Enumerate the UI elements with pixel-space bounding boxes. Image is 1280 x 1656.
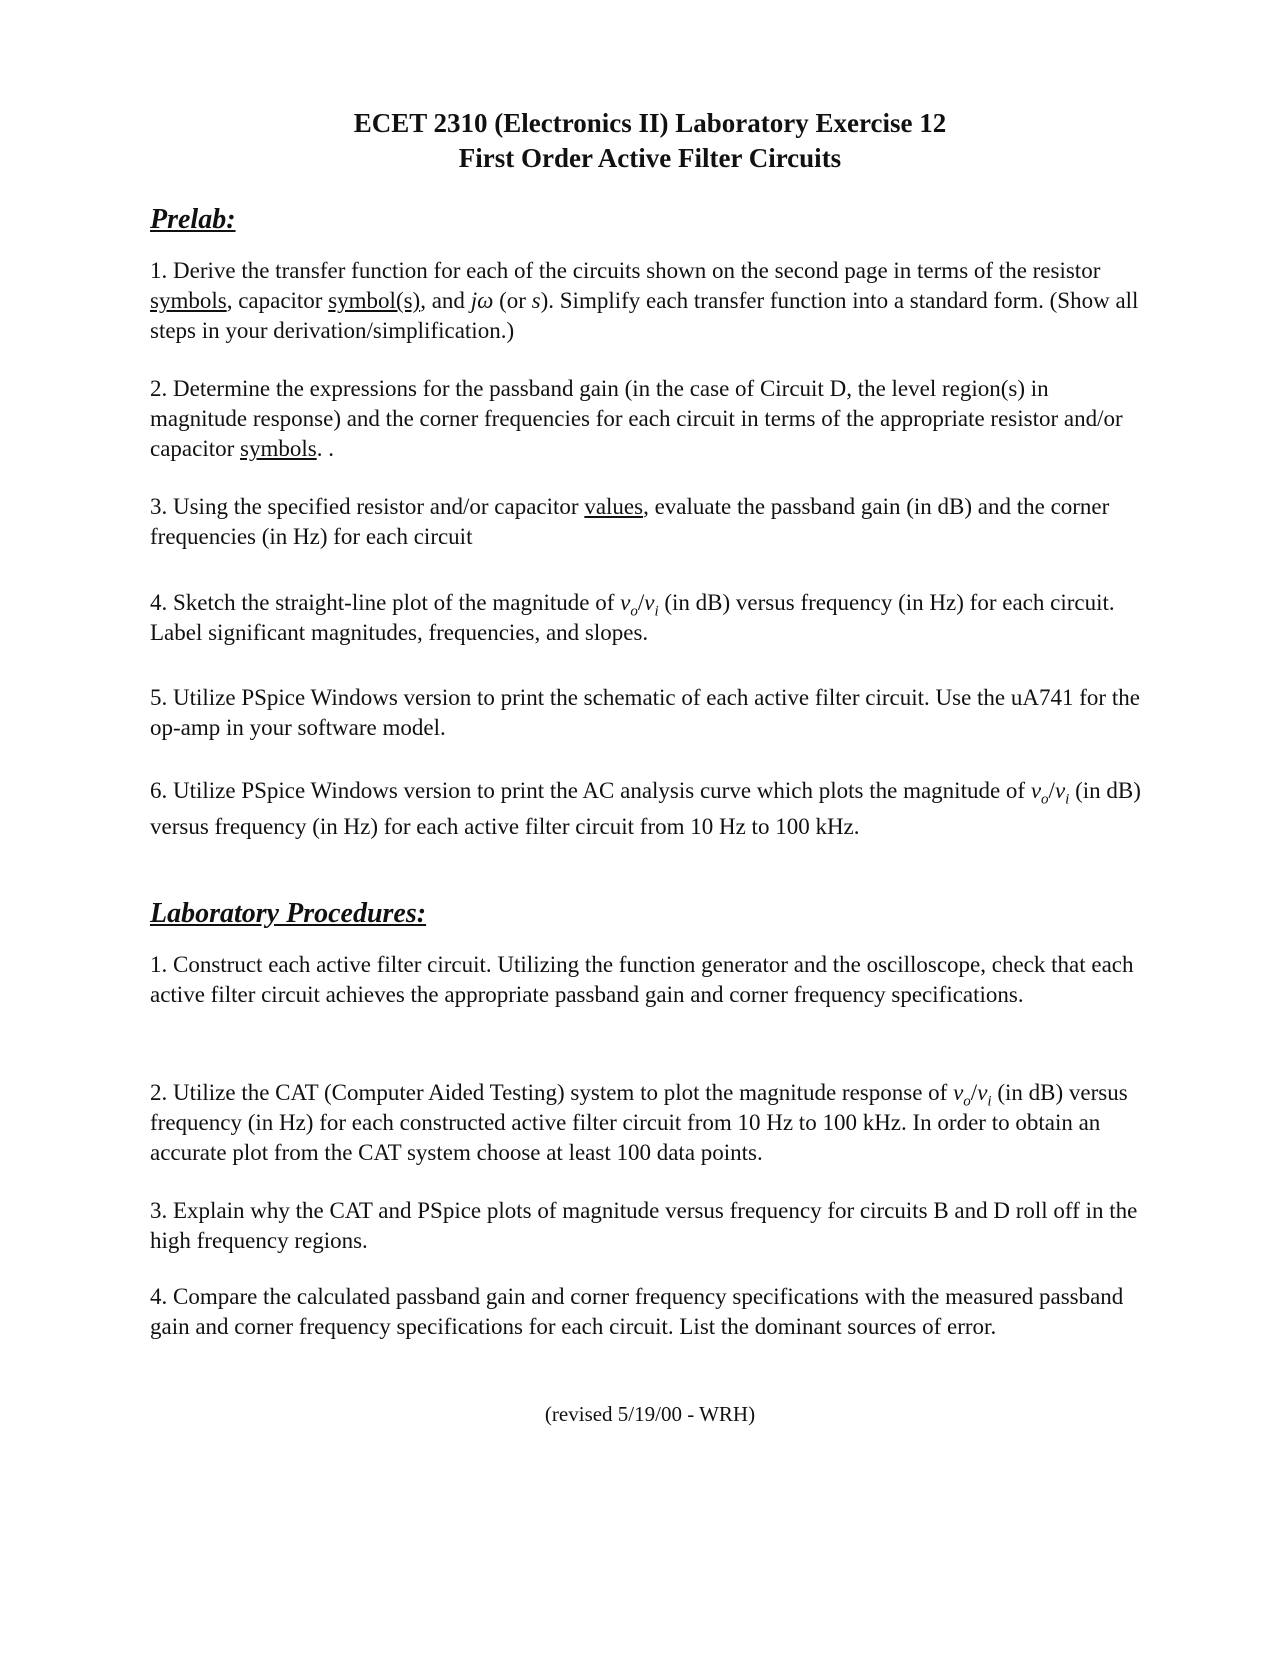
prelab-item-1: 1. Derive the transfer function for each of the circuits shown on the second page in terms of the resistor symbols, capacitor symbol(s), and jω (or s). Simplify each transfer function into a standard form. (Show all steps in your derivation/simplification.)	[150, 258, 1139, 343]
revision-note: (revised 5/19/00 - WRH)	[544, 1402, 756, 1426]
prelab-heading: Prelab:	[150, 204, 236, 235]
prelab-item-6: 6. Utilize PSpice Windows version to print the AC analysis curve which plots the magnitude of $v_o/v_i$ (in dB) versus frequency (in Hz) for each active filter circuit from 10 Hz to 100 kHz.	[150, 778, 1141, 839]
procedures-item-1: 1. Construct each active filter circuit. Utilizing the function generator and the oscilloscope, check that each active filter circuit achieves the appropriate passband gain and corner frequency specifications.	[150, 952, 1134, 1007]
procedures-item-2: 2. Utilize the CAT (Computer Aided Testing) system to plot the magnitude response of $v_o/v_i$ (in dB) versus frequency (in Hz) for each constructed active filter circuit from 10 Hz to 100 kHz. In order to obtain an accurate plot from the CAT system choose at least 100 data points.	[150, 1080, 1128, 1165]
prelab-item-5: 5. Utilize PSpice Windows version to print the schematic of each active filter circuit. Use the uA741 for the op-amp in your software model.	[150, 685, 1140, 740]
prelab-item-2: 2. Determine the expressions for the passband gain (in the case of Circuit D, the level region(s) in magnitude response) and the corner frequencies for each circuit in terms of the appropriate resistor and/or capacitor symbols. .	[150, 376, 1123, 461]
procedures-heading: Laboratory Procedures:	[150, 898, 427, 929]
prelab-item-3: 3. Using the specified resistor and/or capacitor values, evaluate the passband gain (in dB) and the corner frequencies (in Hz) for each circuit	[150, 494, 1110, 549]
procedures-item-4: 4. Compare the calculated passband gain and corner frequency specifications with the measured passband gain and corner frequency specifications for each circuit. List the dominant sources of error.	[150, 1284, 1124, 1339]
prelab-item-4: 4. Sketch the straight-line plot of the magnitude of $v_o/v_i$ (in dB) versus frequency (in Hz) for each circuit. Label significant magnitudes, frequencies, and slopes.	[150, 590, 1115, 645]
document-title-line2: First Order Active Filter Circuits	[458, 143, 842, 173]
procedures-item-3: 3. Explain why the CAT and PSpice plots of magnitude versus frequency for circuits B and D roll off in the high frequency regions.	[150, 1198, 1138, 1253]
document-title-line1: ECET 2310 (Electronics II) Laboratory Exercise 12	[353, 108, 947, 138]
